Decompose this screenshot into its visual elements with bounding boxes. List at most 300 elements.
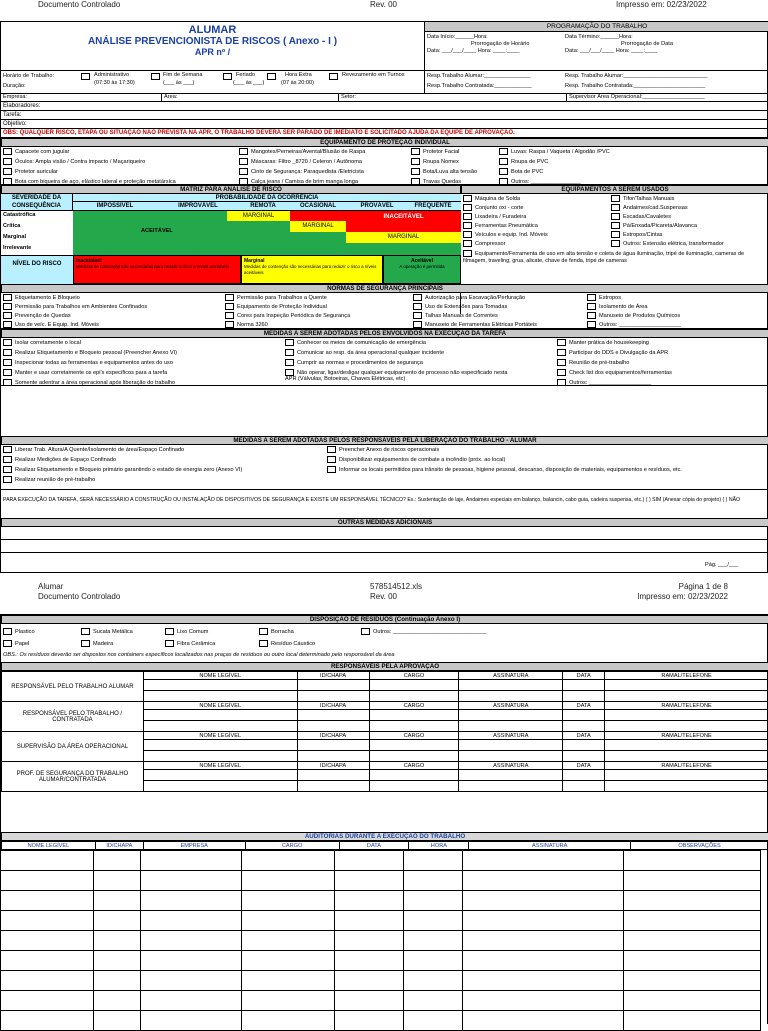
obs-warning: OBS: QUALQUER RISCO, ETAPA OU SITUAÇÃO NÃO PREVISTA NA APR, O TRABALHO DEVERÁ SER PARADO DE IMEDIATO E SOLICITADO AJUDA DA EQUIPE DE APROVAÇÃO. <box>1 129 768 138</box>
checkbox[interactable] <box>3 640 12 647</box>
footer-left <box>38 582 120 602</box>
audit-cell[interactable] <box>334 950 404 971</box>
audit-cell[interactable] <box>334 870 404 891</box>
audit-cell[interactable] <box>0 1010 94 1031</box>
sev-row: Crítica <box>3 223 21 229</box>
unacceptable-label: INACEITÁVEL <box>383 214 424 220</box>
checkbox[interactable] <box>557 339 566 346</box>
checkbox[interactable] <box>411 178 420 185</box>
cell[interactable] <box>459 781 563 792</box>
cell[interactable] <box>297 691 369 702</box>
cell[interactable] <box>143 691 297 702</box>
footer-page: Página 1 de 8 <box>678 582 728 591</box>
checkbox[interactable] <box>463 240 472 247</box>
cell[interactable] <box>369 721 459 732</box>
checkbox-admin[interactable] <box>81 73 90 80</box>
checkbox[interactable] <box>285 349 294 356</box>
resp-alumar-2[interactable]: Resp. Trabalho Alumar:___________________________ <box>565 73 708 79</box>
prob-col: IMPOSSÍVEL <box>96 203 134 209</box>
audit-cell[interactable] <box>140 870 242 891</box>
checkbox[interactable] <box>225 303 234 310</box>
audit-cell[interactable] <box>462 850 624 871</box>
label-area[interactable]: Área: <box>161 94 177 102</box>
holiday-hours: (___ às ___) <box>233 80 265 86</box>
cell[interactable] <box>563 721 605 732</box>
checkbox-holiday[interactable] <box>223 73 232 80</box>
audit-cell[interactable] <box>334 930 404 951</box>
cell[interactable] <box>297 721 369 732</box>
audit-cell[interactable] <box>334 970 404 991</box>
cell[interactable] <box>143 680 297 691</box>
audit-cell[interactable] <box>241 990 335 1011</box>
cell[interactable] <box>563 710 605 721</box>
approval-col: ID/CHAPA <box>297 732 369 740</box>
measure-item: Participar do DDS e Divulgação da APR <box>569 349 669 356</box>
audit-cell[interactable] <box>140 950 242 971</box>
audit-cell[interactable] <box>403 890 463 911</box>
legend-marginal-title: Marginal <box>244 258 265 264</box>
cell[interactable] <box>459 710 563 721</box>
audit-cell[interactable] <box>0 870 94 891</box>
liberation-item: Liberar Trab. Altura/A Quente/Isolamento de área/Espaço Confinado <box>15 446 185 453</box>
legend-unacceptable-desc: Medidas de contenção são necessárias para reduzir o risco a níveis aceitáveis <box>76 264 230 269</box>
checkbox[interactable] <box>463 213 472 220</box>
audit-cell[interactable] <box>462 930 624 951</box>
checkbox[interactable] <box>3 446 12 453</box>
checkbox[interactable] <box>361 628 370 635</box>
audit-cell[interactable] <box>334 890 404 911</box>
audit-cell[interactable] <box>0 990 94 1011</box>
audit-cell[interactable] <box>403 990 463 1011</box>
checkbox[interactable] <box>3 312 12 319</box>
checkbox-extra[interactable] <box>267 73 276 80</box>
checkbox-turns[interactable] <box>329 73 338 80</box>
audit-row <box>1 851 768 871</box>
checkbox[interactable] <box>499 178 508 185</box>
audit-cell[interactable] <box>0 910 94 931</box>
audit-cell[interactable] <box>241 950 335 971</box>
audit-cell[interactable] <box>334 990 404 1011</box>
audit-col: ASSINATURA <box>469 842 631 850</box>
checkbox[interactable] <box>3 339 12 346</box>
checkbox[interactable] <box>3 379 12 386</box>
cell[interactable] <box>563 740 605 751</box>
equip-item: Escadas/Cavaletes <box>623 213 671 220</box>
waste-obs: OBS.: Os resíduos deverão ser dispostos nos containers específicos localizados nas praças de resíduos ou outro local determinado pelo responsável da área <box>3 652 395 658</box>
approval-col: ASSINATURA <box>459 732 563 740</box>
audit-cell[interactable] <box>462 970 624 991</box>
doc-controlled: Documento Controlado <box>38 0 121 9</box>
checkbox[interactable] <box>3 369 12 376</box>
checkbox[interactable] <box>587 312 596 319</box>
epi-col-2 <box>239 148 365 186</box>
audit-cell[interactable] <box>403 910 463 931</box>
audit-cell[interactable] <box>623 890 761 911</box>
audit-cell[interactable] <box>241 970 335 991</box>
audit-cell[interactable] <box>403 930 463 951</box>
audit-cell[interactable] <box>93 1010 141 1031</box>
audit-cell[interactable] <box>462 990 624 1011</box>
audit-cell[interactable] <box>623 1010 761 1031</box>
checkbox[interactable] <box>611 204 620 211</box>
severity-header: SEVERIDADE DA CONSEQUÊNCIA <box>1 194 73 211</box>
checkbox[interactable] <box>463 250 472 257</box>
norm-item: Permissão para Trabalhos a Quente <box>237 294 327 301</box>
elaboradores-row[interactable]: Elaboradores: <box>1 102 768 111</box>
checkbox[interactable] <box>611 231 620 238</box>
checkbox[interactable] <box>3 321 12 328</box>
tarefa-row[interactable]: Tarefa: <box>1 111 768 120</box>
checkbox[interactable] <box>225 312 234 319</box>
audit-cell[interactable] <box>0 970 94 991</box>
cell[interactable] <box>369 710 459 721</box>
checkbox[interactable] <box>611 213 620 220</box>
equip-col-1 <box>463 195 548 249</box>
audit-cell[interactable] <box>140 930 242 951</box>
checkbox[interactable] <box>3 158 12 165</box>
audit-cell[interactable] <box>93 970 141 991</box>
audit-cell[interactable] <box>140 910 242 931</box>
footer-rev: Rev. 00 <box>370 592 397 601</box>
checkbox[interactable] <box>3 456 12 463</box>
waste-other[interactable]: Outros: ______________________________ <box>373 628 487 635</box>
supervisor[interactable]: Supervisor Área Operacional:____________________ <box>566 94 705 102</box>
checkbox[interactable] <box>3 466 12 473</box>
cell[interactable] <box>369 770 459 781</box>
measures-col-1 <box>3 339 177 389</box>
audit-cell[interactable] <box>462 950 624 971</box>
norm-item: Equipamento de Proteção Individual <box>237 303 327 310</box>
audit-cell[interactable] <box>140 890 242 911</box>
checkbox[interactable] <box>327 466 336 473</box>
cell[interactable] <box>459 751 563 762</box>
waste-item: Papel <box>15 640 30 647</box>
approval-col: CARGO <box>369 672 459 680</box>
checkbox[interactable] <box>3 476 12 483</box>
audit-row <box>1 911 768 931</box>
audit-cell[interactable] <box>462 870 624 891</box>
cell[interactable] <box>563 680 605 691</box>
checkbox[interactable] <box>557 349 566 356</box>
audit-cell[interactable] <box>403 1010 463 1031</box>
label-empresa[interactable]: Empresa: <box>3 94 27 100</box>
audit-col: CARGO <box>245 842 339 850</box>
waste-item: Sucata Metálica <box>93 628 133 635</box>
checkbox[interactable] <box>413 312 422 319</box>
checkbox[interactable] <box>611 240 620 247</box>
legend-unacceptable <box>73 255 241 284</box>
ext-hour-line[interactable]: Data: ___/___/____ Hora: ____:____ <box>427 48 520 54</box>
checkbox[interactable] <box>411 158 420 165</box>
footer-right <box>616 582 728 602</box>
start-date[interactable]: Data Início:______Hora: <box>427 34 488 40</box>
checkbox[interactable] <box>611 195 620 202</box>
measures-block <box>1 338 768 386</box>
checkbox[interactable] <box>225 294 234 301</box>
admin-label: Administrativo <box>94 72 130 78</box>
checkbox[interactable] <box>557 369 566 376</box>
audit-cell[interactable] <box>334 850 404 871</box>
cell[interactable] <box>143 740 297 751</box>
waste-item: Fibra Cerâmica <box>177 640 216 647</box>
measures-col-2 <box>285 339 515 382</box>
checkbox[interactable] <box>3 303 12 310</box>
checkbox[interactable] <box>285 359 294 366</box>
cell[interactable] <box>297 710 369 721</box>
audit-cell[interactable] <box>403 870 463 891</box>
cell[interactable] <box>143 710 297 721</box>
audit-cell[interactable] <box>0 890 94 911</box>
audit-col: OBSERVAÇÕES <box>631 842 768 850</box>
weekend-label: Fim de Semana <box>163 72 203 78</box>
extra-hours: (07 às 20:00) <box>281 80 314 86</box>
audit-cell[interactable] <box>623 910 761 931</box>
cell[interactable] <box>369 680 459 691</box>
cell[interactable] <box>605 740 768 751</box>
checkbox[interactable] <box>285 369 294 376</box>
norm-item: Uso de Extensões para Tomadas <box>425 303 508 310</box>
audit-col: HORA <box>409 842 469 850</box>
cell[interactable] <box>605 721 768 732</box>
cell[interactable] <box>605 770 768 781</box>
waste-item: Plastico <box>15 628 35 635</box>
cell[interactable] <box>605 710 768 721</box>
audit-cell[interactable] <box>140 850 242 871</box>
ext-date-line[interactable]: Data: ___/___/____ Hora: ____:____ <box>565 48 658 54</box>
epi-col-1 <box>3 148 176 186</box>
audit-cell[interactable] <box>462 910 624 931</box>
equip-item: Conjunto oxi - corte <box>475 204 524 211</box>
checkbox[interactable] <box>587 321 596 328</box>
audit-cell[interactable] <box>623 850 761 871</box>
resp-contratada[interactable]: Resp.Trabalho Contratada:____________ <box>427 83 532 89</box>
checkbox[interactable] <box>463 204 472 211</box>
checkbox[interactable] <box>239 168 248 175</box>
equip-item: Tifor/Talhas Manuais <box>623 195 675 202</box>
checkbox[interactable] <box>225 321 234 328</box>
cell[interactable] <box>459 721 563 732</box>
checkbox[interactable] <box>499 158 508 165</box>
cell[interactable] <box>143 751 297 762</box>
label-setor[interactable]: Setor: <box>338 94 356 102</box>
audit-cell[interactable] <box>241 930 335 951</box>
waste-item: Lixo Comum <box>177 628 209 635</box>
audit-cell[interactable] <box>241 910 335 931</box>
schedule-row <box>1 70 425 93</box>
checkbox[interactable] <box>239 178 248 185</box>
waste-block <box>1 624 768 662</box>
measures-col-3 <box>557 339 672 389</box>
checkbox[interactable] <box>3 294 12 301</box>
audit-cell[interactable] <box>0 930 94 951</box>
responsibles-row <box>425 70 768 93</box>
cell[interactable] <box>563 781 605 792</box>
epi-item: Calça jeans / Camisa de brim manga longa <box>251 178 358 185</box>
cell[interactable] <box>459 680 563 691</box>
cell[interactable] <box>605 680 768 691</box>
audit-cell[interactable] <box>462 890 624 911</box>
approval-col: RAMAL/TELEFONE <box>605 702 768 710</box>
audit-cell[interactable] <box>462 1010 624 1031</box>
form-title: ANÁLISE PREVENCIONISTA DE RISCOS ( Anexo - I ) <box>87 36 338 47</box>
liberation-title: MEDIDAS A SEREM ADOTADAS PELOS RESPONSÁVEIS PELA LIBERAÇÃO DO TRABALHO - ALUMAR <box>1 436 768 445</box>
checkbox-weekend[interactable] <box>151 73 160 80</box>
cell[interactable] <box>563 691 605 702</box>
audit-cell[interactable] <box>403 950 463 971</box>
cell[interactable] <box>369 740 459 751</box>
audit-cell[interactable] <box>623 930 761 951</box>
checkbox[interactable] <box>327 446 336 453</box>
audit-cell[interactable] <box>334 1010 404 1031</box>
cell[interactable] <box>459 770 563 781</box>
checkbox[interactable] <box>327 456 336 463</box>
cell[interactable] <box>605 781 768 792</box>
audit-cell[interactable] <box>93 890 141 911</box>
checkbox[interactable] <box>3 349 12 356</box>
epi-item: Roupa Nomex <box>423 158 459 165</box>
other-measures-title: OUTRAS MEDIDAS ADICIONAIS <box>1 518 768 527</box>
checkbox[interactable] <box>587 303 596 310</box>
checkbox[interactable] <box>463 231 472 238</box>
audit-cell[interactable] <box>241 870 335 891</box>
measure-item: Isolar corretamente o local <box>15 339 81 346</box>
norm-item: Cores para Inspeção Periódica de Segurança <box>237 312 351 319</box>
norm-item: Norma 3260 <box>237 321 268 328</box>
approval-col: RAMAL/TELEFONE <box>605 762 768 770</box>
checkbox[interactable] <box>3 148 12 155</box>
cell[interactable] <box>143 721 297 732</box>
audit-cell[interactable] <box>140 1010 242 1031</box>
checkbox[interactable] <box>81 640 90 647</box>
cell[interactable] <box>297 751 369 762</box>
checkbox[interactable] <box>81 628 90 635</box>
audit-cell[interactable] <box>93 910 141 931</box>
resp-contratada-2[interactable]: Resp. Trabalho Contratada:_______________________ <box>565 83 706 89</box>
cell[interactable] <box>459 740 563 751</box>
checkbox[interactable] <box>411 168 420 175</box>
approval-col: ASSINATURA <box>459 702 563 710</box>
audit-cell[interactable] <box>334 910 404 931</box>
audit-cell[interactable] <box>241 890 335 911</box>
cell[interactable] <box>143 781 297 792</box>
cell[interactable] <box>563 770 605 781</box>
checkbox[interactable] <box>3 628 12 635</box>
checkbox[interactable] <box>3 168 12 175</box>
audit-row <box>1 971 768 991</box>
checkbox[interactable] <box>557 359 566 366</box>
checkbox[interactable] <box>463 195 472 202</box>
audit-cell[interactable] <box>623 950 761 971</box>
audit-cell[interactable] <box>93 950 141 971</box>
audit-cell[interactable] <box>93 930 141 951</box>
epi-item: Cinto de Segurança: Paraquedista /Eletricista <box>251 168 364 175</box>
liberation-col-1 <box>3 446 242 486</box>
checkbox[interactable] <box>285 339 294 346</box>
structure-question: PARA EXECUÇÃO DA TAREFA, SERÁ NECESSÁRIO A CONSTRUÇÃO OU INSTALAÇÃO DE DISPOSITIVOS DE SEGURANÇA E EXISTE UM RESPONSÁVEL TÉCNICO? Ex.: Sustentação de laje, Andaimes especiais em balanço, balancin, cabo guia, cadeira suspensa, etc.) ( ) SIM (Anexar cópia do projeto) ( ) NÃO <box>3 497 741 503</box>
audit-cell[interactable] <box>403 970 463 991</box>
checkbox[interactable] <box>413 321 422 328</box>
measure-item: Check list dos equipamentos/ferramentas <box>569 369 672 376</box>
approval-row-label: RESPONSÁVEL PELO TRABALHO ALUMAR <box>2 672 144 702</box>
audit-col: ID/CHAPA <box>95 842 143 850</box>
norms-title: NORMAS DE SEGURANÇA PRINCIPAIS <box>1 284 768 293</box>
audit-cell[interactable] <box>623 990 761 1011</box>
equip-item: Estropos/Cintas <box>623 231 663 238</box>
audit-row <box>1 991 768 1011</box>
audit-cell[interactable] <box>623 970 761 991</box>
audit-cell[interactable] <box>140 970 242 991</box>
cell[interactable] <box>297 740 369 751</box>
liberation-item: Realizar Medições de Espaço Confinado <box>15 456 117 463</box>
cell[interactable] <box>459 691 563 702</box>
cell[interactable] <box>297 680 369 691</box>
turns-label: Revezamento em Turnos <box>342 72 405 78</box>
epi-title: EQUIPAMENTO DE PROTEÇÃO INDIVIDUAL <box>1 138 768 147</box>
cell[interactable] <box>563 751 605 762</box>
objetivo-row[interactable]: Objetivo: <box>1 120 768 129</box>
approval-col: NOME LEGÍVEL <box>143 732 297 740</box>
checkbox[interactable] <box>259 640 268 647</box>
checkbox[interactable] <box>499 148 508 155</box>
audit-cell[interactable] <box>403 850 463 871</box>
measure-item: Comunicar ao resp. da área operacional qualquer incidente <box>297 349 445 356</box>
other-measures-line[interactable] <box>1 527 768 540</box>
cell[interactable] <box>297 770 369 781</box>
cell[interactable] <box>605 691 768 702</box>
liberation-item: Disponibilizar equipamentos de combate a incêndio (próx. ao local) <box>339 456 506 463</box>
other-measures-line[interactable] <box>1 540 768 553</box>
cell[interactable] <box>369 781 459 792</box>
probability-cols <box>73 202 461 211</box>
audit-cell[interactable] <box>93 850 141 871</box>
audit-cell[interactable] <box>140 990 242 1011</box>
checkbox[interactable] <box>611 222 620 229</box>
cell[interactable] <box>369 751 459 762</box>
checkbox[interactable] <box>587 294 596 301</box>
checkbox[interactable] <box>165 640 174 647</box>
audit-cell[interactable] <box>0 950 94 971</box>
checkbox[interactable] <box>413 303 422 310</box>
cell[interactable] <box>143 770 297 781</box>
checkbox[interactable] <box>3 359 12 366</box>
approval-col: DATA <box>563 672 605 680</box>
checkbox[interactable] <box>259 628 268 635</box>
checkbox[interactable] <box>463 222 472 229</box>
checkbox[interactable] <box>239 158 248 165</box>
audit-cell[interactable] <box>241 1010 335 1031</box>
cell[interactable] <box>605 751 768 762</box>
audit-cell[interactable] <box>0 850 94 871</box>
audit-cell[interactable] <box>241 850 335 871</box>
liberation-item: Preencher Anexo de riscos operacionais <box>339 446 440 453</box>
audit-cell[interactable] <box>623 870 761 891</box>
cell[interactable] <box>369 691 459 702</box>
checkbox[interactable] <box>165 628 174 635</box>
resp-alumar[interactable]: Resp.Trabalho Alumar:_______________ <box>427 73 531 79</box>
audit-cell[interactable] <box>93 990 141 1011</box>
end-date[interactable]: Data Término:______Hora: <box>565 34 633 40</box>
checkbox[interactable] <box>499 168 508 175</box>
cell[interactable] <box>297 781 369 792</box>
checkbox[interactable] <box>411 148 420 155</box>
audit-cell[interactable] <box>93 870 141 891</box>
checkbox[interactable] <box>413 294 422 301</box>
epi-item: Capacete com jugular <box>15 148 70 155</box>
checkbox[interactable] <box>557 379 566 386</box>
epi-col-3 <box>411 148 477 186</box>
checkbox[interactable] <box>239 148 248 155</box>
checkbox[interactable] <box>3 178 12 185</box>
